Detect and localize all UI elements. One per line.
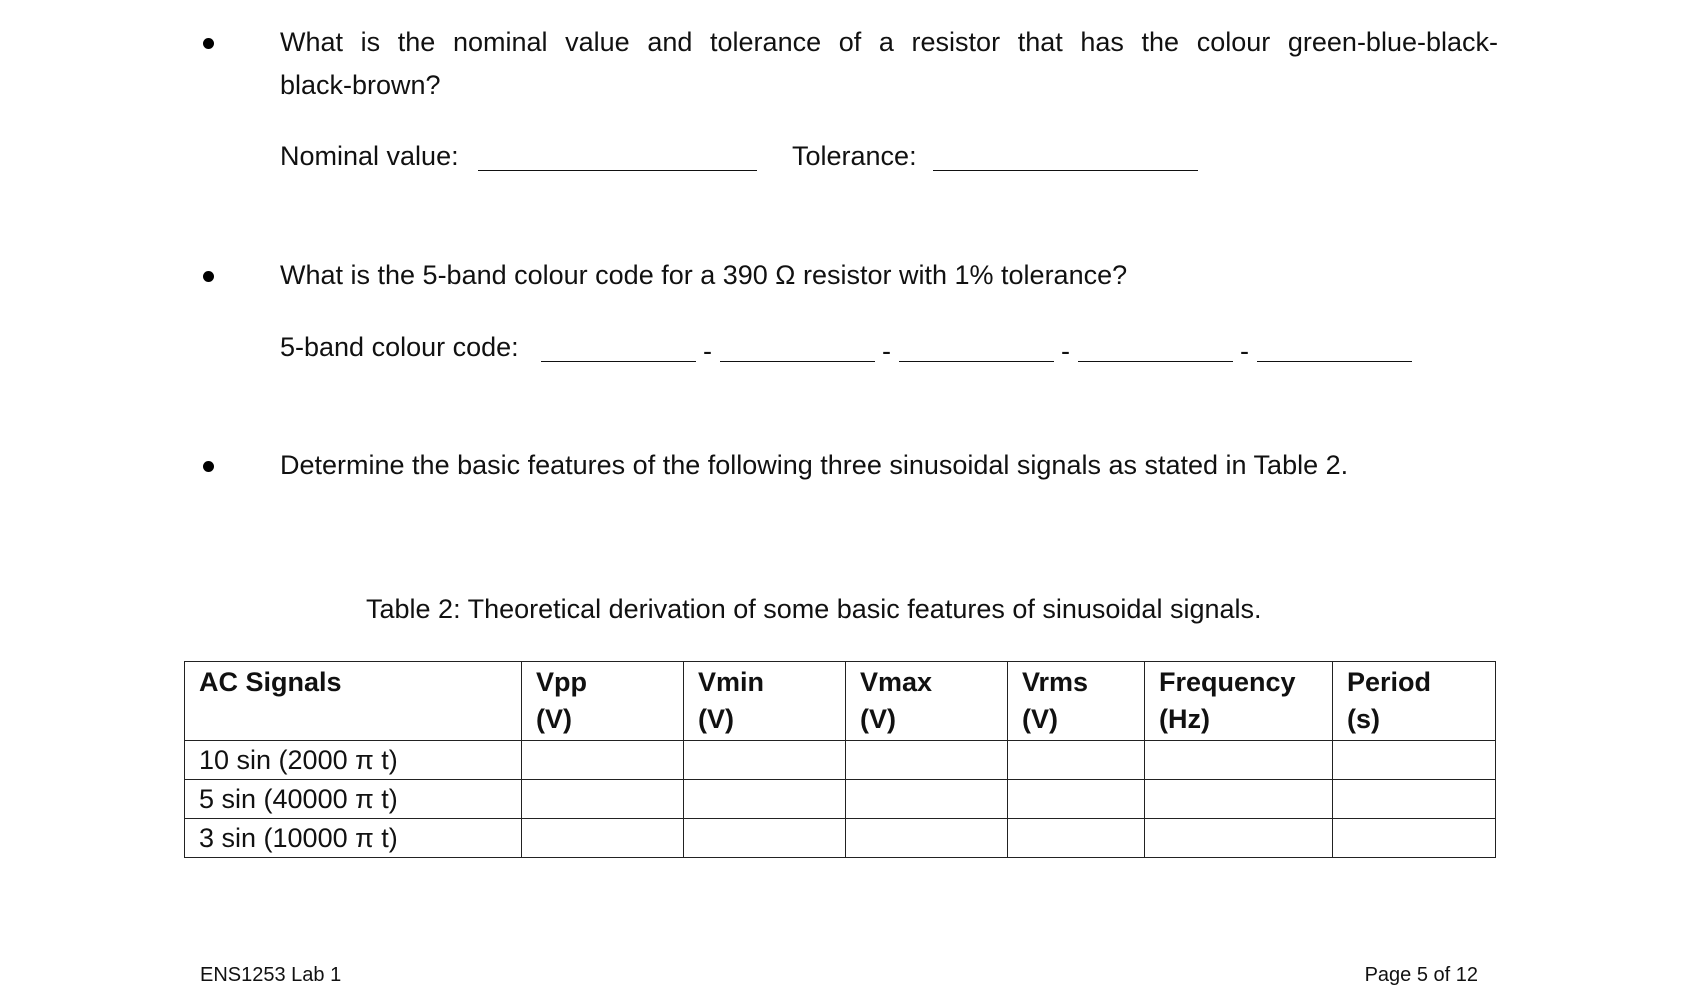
header-period: Period (s) (1333, 662, 1496, 741)
colour-code-label: 5-band colour code: (280, 332, 519, 362)
question-1-line-2: black-brown? (280, 70, 441, 100)
frequency-cell[interactable] (1145, 741, 1333, 780)
vrms-cell[interactable] (1008, 741, 1145, 780)
header-frequency: Frequency (Hz) (1145, 662, 1333, 741)
table-caption: Table 2: Theoretical derivation of some basic features of sinusoidal signals. (366, 594, 1262, 624)
vpp-cell[interactable] (522, 780, 684, 819)
signal-cell: 10 sin (2000 π t) (185, 741, 522, 780)
footer-course-label: ENS1253 Lab 1 (200, 964, 342, 986)
vmin-cell[interactable] (684, 780, 846, 819)
band-separator-2: - (882, 336, 891, 366)
colour-band-5-blank[interactable] (1257, 361, 1412, 362)
nominal-value-blank[interactable] (478, 170, 757, 171)
table-row (185, 780, 1496, 819)
question-1-text (280, 21, 1498, 107)
table-row (185, 741, 1496, 780)
question-3-text: Determine the basic features of the following three sinusoidal signals as stated in Table 2. (280, 450, 1349, 480)
vrms-cell[interactable] (1008, 780, 1145, 819)
tolerance-label: Tolerance: (792, 141, 917, 171)
colour-band-2-blank[interactable] (720, 361, 875, 362)
vmax-cell[interactable] (846, 741, 1008, 780)
period-cell[interactable] (1333, 780, 1496, 819)
table-row (185, 819, 1496, 858)
vmax-cell[interactable] (846, 819, 1008, 858)
question-1-line-1: What is the nominal value and tolerance of a resistor that has the colour green-blue-black- (280, 27, 1498, 57)
frequency-cell[interactable] (1145, 780, 1333, 819)
band-separator-4: - (1240, 336, 1249, 366)
vmax-cell[interactable] (846, 780, 1008, 819)
footer-page-number: Page 5 of 12 (1364, 964, 1478, 986)
band-separator-1: - (703, 336, 712, 366)
vpp-cell[interactable] (522, 819, 684, 858)
bullet-question-3 (203, 461, 214, 472)
signal-cell: 3 sin (10000 π t) (185, 819, 522, 858)
bullet-question-1 (203, 38, 214, 49)
period-cell[interactable] (1333, 741, 1496, 780)
nominal-value-label: Nominal value: (280, 141, 459, 171)
question-2-text: What is the 5-band colour code for a 390 Ω resistor with 1% tolerance? (280, 260, 1128, 290)
colour-band-4-blank[interactable] (1078, 361, 1233, 362)
period-cell[interactable] (1333, 819, 1496, 858)
vmin-cell[interactable] (684, 741, 846, 780)
tolerance-blank[interactable] (933, 170, 1198, 171)
signal-cell: 5 sin (40000 π t) (185, 780, 522, 819)
header-vmax: Vmax (V) (846, 662, 1008, 741)
band-separator-3: - (1061, 336, 1070, 366)
header-vpp: Vpp (V) (522, 662, 684, 741)
bullet-question-2 (203, 271, 214, 282)
colour-band-3-blank[interactable] (899, 361, 1054, 362)
header-vrms: Vrms (V) (1008, 662, 1145, 741)
vmin-cell[interactable] (684, 819, 846, 858)
frequency-cell[interactable] (1145, 819, 1333, 858)
colour-band-1-blank[interactable] (541, 361, 696, 362)
header-vmin: Vmin (V) (684, 662, 846, 741)
vpp-cell[interactable] (522, 741, 684, 780)
table-header-row (185, 662, 1496, 741)
vrms-cell[interactable] (1008, 819, 1145, 858)
signals-table (184, 661, 1496, 858)
header-ac-signals: AC Signals (185, 662, 522, 741)
